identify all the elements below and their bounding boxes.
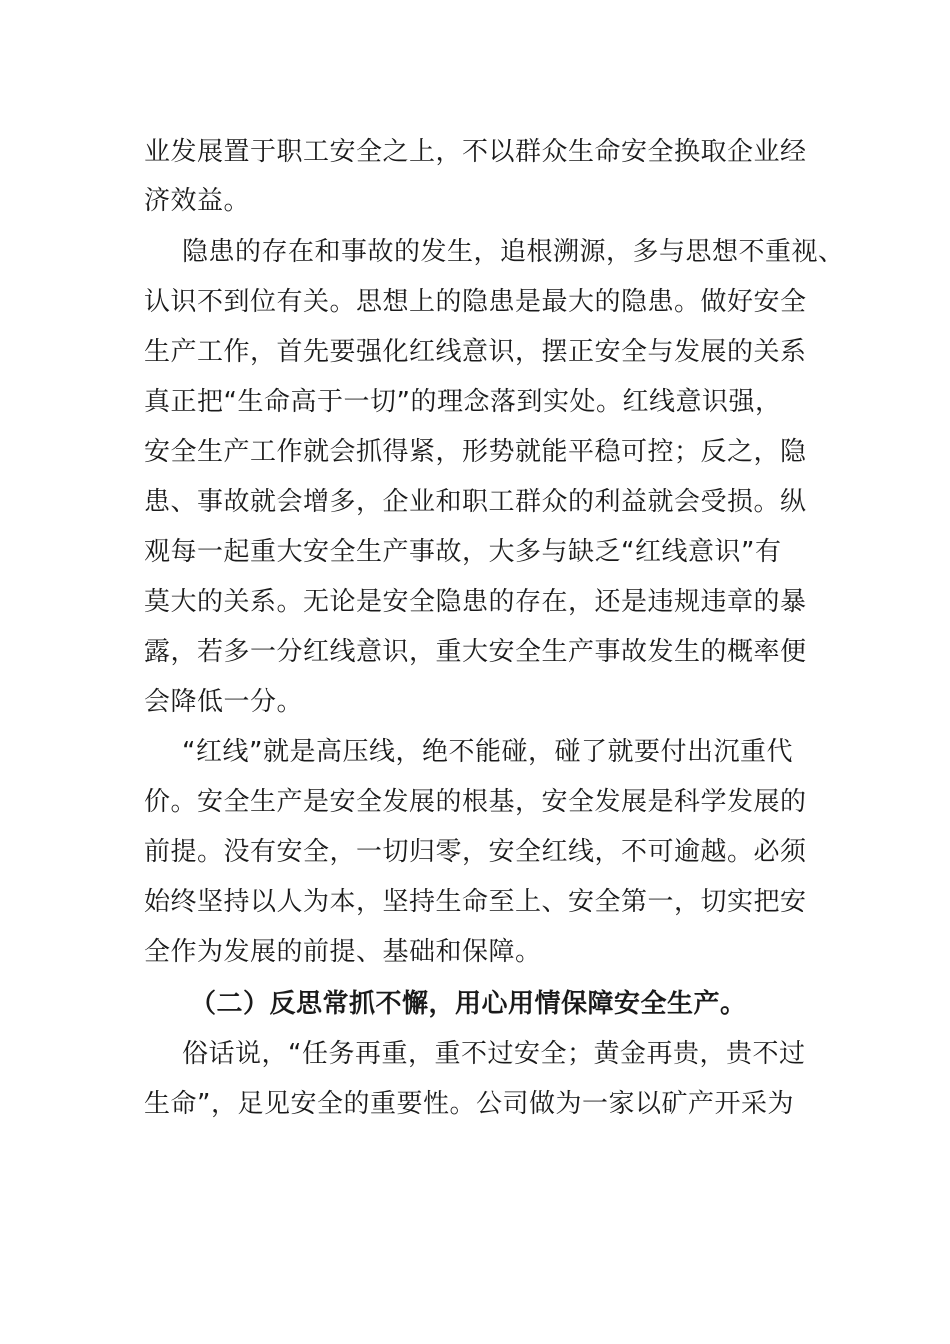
text-line: 真正把“生命高于一切”的理念落到实处。红线意识强， bbox=[144, 387, 782, 417]
text-line: 始终坚持以人为本，坚持生命至上、安全第一，切实把安 bbox=[144, 887, 807, 917]
text-line: 生产工作，首先要强化红线意识，摆正安全与发展的关系 bbox=[144, 337, 807, 367]
text-line: 会降低一分。 bbox=[144, 687, 304, 717]
paragraph-start-line: 隐患的存在和事故的发生，追根溯源，多与思想不重视、 bbox=[182, 237, 845, 267]
paragraph-start-line: “红线”就是高压线，绝不能碰，碰了就要付出沉重代 bbox=[182, 737, 793, 767]
text-line: 济效益。 bbox=[144, 186, 251, 216]
text-line: 全作为发展的前提、基础和保障。 bbox=[144, 937, 542, 967]
text-line: 患、事故就会增多，企业和职工群众的利益就会受损。纵 bbox=[144, 487, 807, 517]
text-line: 业发展置于职工安全之上，不以群众生命安全换取企业经 bbox=[144, 137, 807, 167]
text-line: 价。安全生产是安全发展的根基，安全发展是科学发展的 bbox=[144, 787, 807, 817]
section-heading: （二）反思常抓不懈，用心用情保障安全生产。 bbox=[190, 989, 747, 1019]
text-line: 观每一起重大安全生产事故，大多与缺乏“红线意识”有 bbox=[144, 537, 782, 567]
text-line: 生命”，足见安全的重要性。公司做为一家以矿产开采为 bbox=[144, 1089, 794, 1119]
paragraph-start-line: 俗话说，“任务再重，重不过安全；黄金再贵，贵不过 bbox=[182, 1039, 806, 1069]
text-line: 露，若多一分红线意识，重大安全生产事故发生的概率便 bbox=[144, 637, 807, 667]
text-line: 认识不到位有关。思想上的隐患是最大的隐患。做好安全 bbox=[144, 287, 807, 317]
text-line: 莫大的关系。无论是安全隐患的存在，还是违规违章的暴 bbox=[144, 587, 807, 617]
text-line: 前提。没有安全，一切归零，安全红线，不可逾越。必须 bbox=[144, 837, 807, 867]
text-line: 安全生产工作就会抓得紧，形势就能平稳可控；反之，隐 bbox=[144, 437, 807, 467]
